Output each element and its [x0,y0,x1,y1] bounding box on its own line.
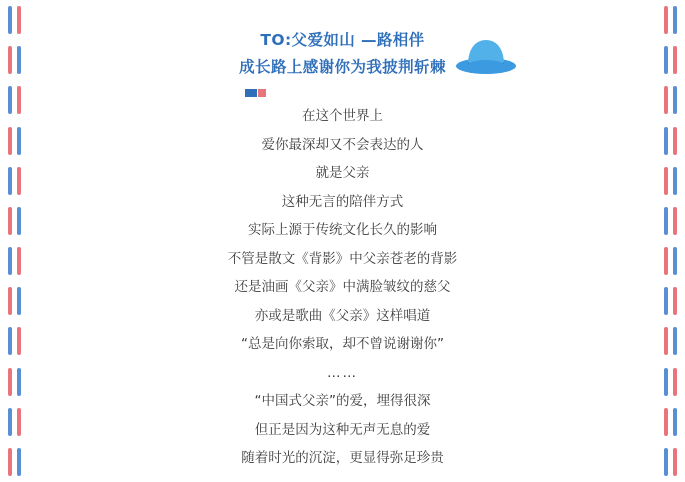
dash-row [664,86,677,114]
dash-mark [8,167,12,195]
dash-mark [17,287,21,315]
dash-mark [17,127,21,155]
dash-row [664,448,677,476]
poem-line: “总是向你索取，却不曾说谢谢你” [241,336,444,352]
dash-mark [673,247,677,275]
dash-mark [664,327,668,355]
poem-line: 随着时光的沉淀，更显得弥足珍贵 [241,450,444,466]
dash-mark [664,167,668,195]
poem-line: 不管是散文《背影》中父亲苍老的背影 [227,250,458,267]
dash-row [664,127,677,155]
dash-mark [17,86,21,114]
dash-mark [8,327,12,355]
dash-row [8,127,21,155]
dash-row [8,86,21,114]
dash-row [8,287,21,315]
blue-hat-icon [452,34,520,78]
dash-row [8,327,21,355]
poem-line: 这种无言的陪伴方式 [281,193,404,210]
poem-line: 爱你最深却又不会表达的人 [261,136,424,153]
dash-mark [8,207,12,235]
dash-mark [673,207,677,235]
dash-row [664,327,677,355]
title-block [239,28,446,80]
dash-mark [17,247,21,275]
dash-mark [673,368,677,396]
dash-row [664,287,677,315]
dash-mark [8,247,12,275]
dash-mark [673,408,677,436]
dash-row [8,207,21,235]
dash-row [8,167,21,195]
poem-line: 实际上源于传统文化长久的影响 [248,222,437,238]
poem-line: 还是油画《父亲》中满脸皱纹的慈父 [234,279,451,295]
poem-line: 就是父亲 [315,165,370,181]
dash-mark [673,86,677,114]
page-title-line-1: TO:父爱如山 —路相伴 [260,31,425,49]
dash-mark [17,368,21,396]
dash-mark [8,287,12,315]
dash-mark [673,327,677,355]
dash-mark [17,207,21,235]
dash-row [8,247,21,275]
page-title-line-2: 成长路上感谢你为我披荆斩棘 [239,58,446,76]
poem-line-ellipsis: …… [327,364,358,381]
poem-line: “中国式父亲”的爱，埋得很深 [254,393,431,409]
dash-mark [17,408,21,436]
dash-mark [8,448,12,476]
poem-body [60,102,625,473]
dash-row [664,247,677,275]
dash-mark [8,368,12,396]
dash-mark [673,287,677,315]
dash-mark [17,167,21,195]
dash-mark [17,327,21,355]
dash-mark [664,86,668,114]
poem-line: 但正是因为这种无声无息的爱 [254,421,431,438]
dash-row [664,408,677,436]
dash-mark [664,127,668,155]
dash-mark [673,448,677,476]
dash-mark [673,127,677,155]
poem-line: 在这个世界上 [302,108,383,124]
dash-row [8,408,21,436]
dash-mark [664,448,668,476]
dash-mark [664,408,668,436]
dash-mark [8,408,12,436]
dash-row [664,207,677,235]
document-header [0,28,685,80]
dash-mark [664,247,668,275]
dash-mark [664,207,668,235]
dash-mark [17,448,21,476]
poem-line: 亦或是歌曲《父亲》这样唱道 [254,307,431,324]
dash-row [664,167,677,195]
flag-marker-icon [245,86,289,102]
dash-mark [664,287,668,315]
dash-mark [8,86,12,114]
dash-mark [673,167,677,195]
dash-mark [664,368,668,396]
dash-row [8,368,21,396]
dash-row [8,448,21,476]
dash-mark [8,127,12,155]
dash-row [664,368,677,396]
